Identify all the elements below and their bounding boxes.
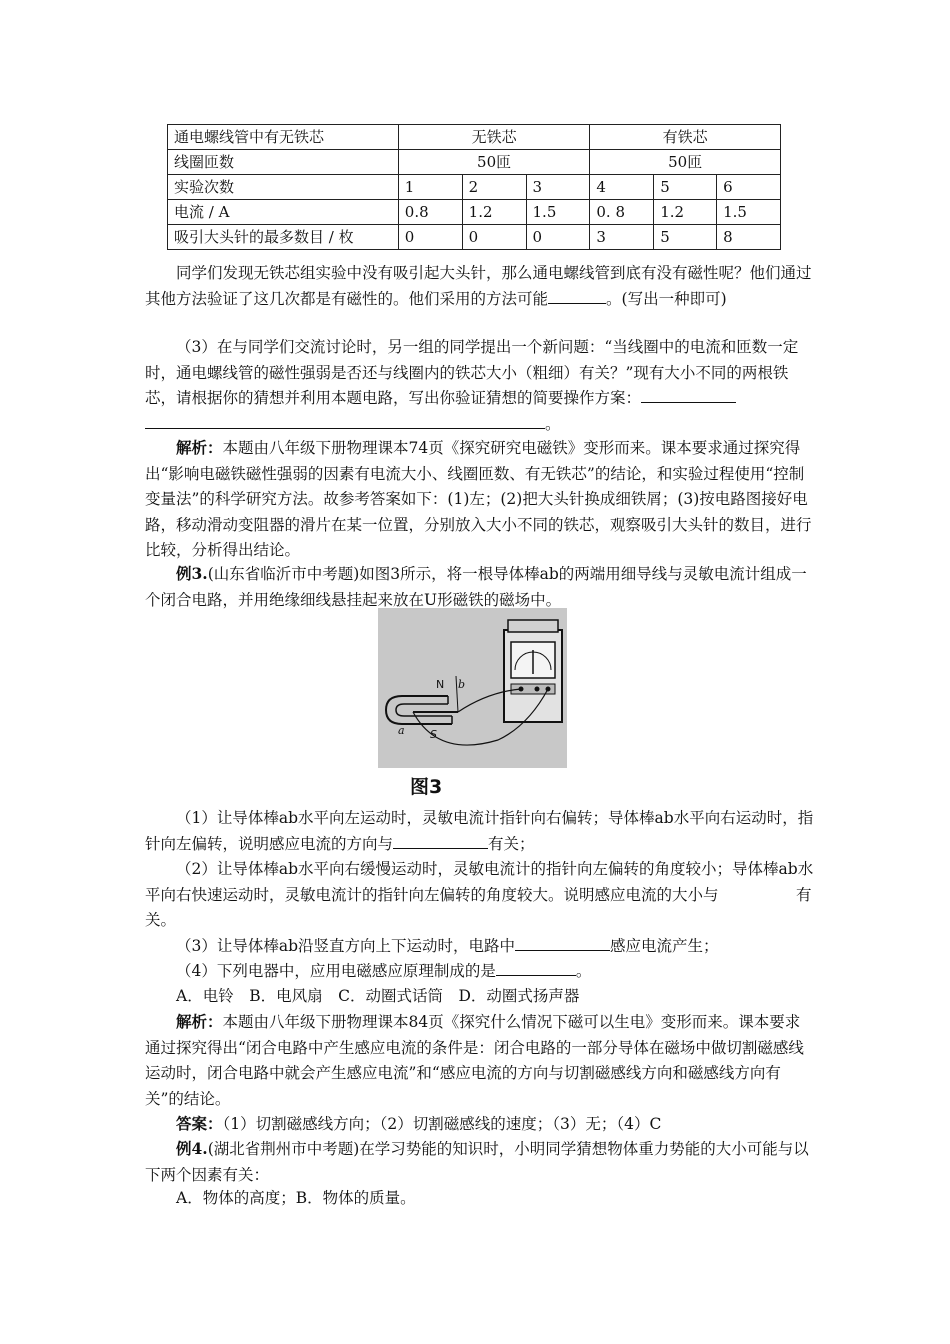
paragraph-answer bbox=[145, 1111, 815, 1138]
paragraph-text: 感应电流产生； bbox=[610, 937, 719, 955]
table-cell: 1.5 bbox=[526, 200, 590, 225]
table-cell: 2 bbox=[462, 175, 526, 200]
answer-blank bbox=[145, 412, 545, 429]
paragraph-text: （1）切割磁感线方向；（2）切割磁感线的速度；（3）无；（4）C bbox=[222, 1115, 662, 1133]
paragraph-q2 bbox=[145, 857, 815, 934]
table-cell: 8 bbox=[717, 225, 781, 250]
paragraph-text: （3）让导体棒ab沿竖直方向上下运动时，电路中 bbox=[176, 937, 516, 955]
paragraph-text: 。 bbox=[575, 962, 592, 980]
answer-blank bbox=[548, 287, 606, 304]
table-row bbox=[168, 125, 781, 150]
analysis-label: 解析： bbox=[176, 438, 223, 457]
table-cell: 线圈匝数 bbox=[168, 150, 399, 175]
paragraph-text: （1）让导体棒ab水平向左运动时，灵敏电流计指针向右偏转；导体棒ab水平向右运动时，指针向左偏转，说明感应电流的方向与 bbox=[145, 809, 814, 853]
paragraph-text: 。 bbox=[545, 414, 561, 433]
table-cell: 吸引大头针的最多数目 / 枚 bbox=[168, 225, 399, 250]
paragraph-text: (山东省临沂市中考题)如图3所示，将一根导体棒ab的两端用细导线与灵敏电流计组成一个闭合电路，并用绝缘细线悬挂起来放在U形磁铁的磁场中。 bbox=[145, 565, 807, 609]
paragraph-text: （3）在与同学们交流讨论时，另一组的同学提出一个新问题：“当线圈中的电流和匝数一定时，通电螺线管的磁性强弱是否还与线圈内的铁芯大小（粗细）有关？”现有大小不同的两根铁芯，请根据你的猜想并利用本题电路，写出你验证猜想的简要操作方案： bbox=[145, 338, 799, 407]
figure-caption: 图3 bbox=[410, 776, 443, 798]
paragraph-text: (湖北省荆州市中考题)在学习势能的知识时，小明同学猜想物体重力势能的大小可能与以下两个因素有关： bbox=[145, 1140, 809, 1184]
table-cell: 3 bbox=[526, 175, 590, 200]
paragraph-q4 bbox=[145, 959, 815, 985]
paragraph-text: （2）让导体棒ab水平向右缓慢运动时，灵敏电流计的指针向左偏转的角度较小；导体棒ab水平向右快速运动时，灵敏电流计的指针向左偏转的角度较大。说明感应电流的大小与 有关。 bbox=[145, 860, 814, 929]
answer-blank bbox=[515, 934, 610, 951]
table-row bbox=[168, 175, 781, 200]
paragraph-text: 。(写出一种即可) bbox=[606, 289, 727, 308]
table-cell: 5 bbox=[654, 225, 717, 250]
table-cell: 6 bbox=[717, 175, 781, 200]
table-row bbox=[168, 150, 781, 175]
paragraph-text: 本题由八年级下册物理课本84页《探究什么情况下磁可以生电》变形而来。课本要求通过探究得出“闭合电路中产生感应电流的条件是：闭合电路的一部分导体在磁场中做切割磁感线运动时，闭合电路中就会产生感应电流”和“感应电流的方向与切割磁感线方向和磁感线方向有关”的结论。 bbox=[145, 1013, 804, 1108]
table-cell: 通电螺线管中有无铁芯 bbox=[168, 125, 399, 150]
answer-blank bbox=[496, 959, 576, 976]
magnet-galvanometer-illustration bbox=[378, 608, 567, 768]
paragraph-q1 bbox=[145, 806, 815, 857]
paragraph-text: 同学们发现无铁芯组实验中没有吸引起大头针，那么通电螺线管到底有没有磁性呢？他们通过其他方法验证了这几次都是有磁性的。他们采用的方法可能 bbox=[145, 264, 812, 308]
table-cell: 无铁芯 bbox=[398, 125, 590, 150]
table-cell: 1 bbox=[398, 175, 462, 200]
label-south: S bbox=[430, 728, 437, 741]
paragraph-observation bbox=[145, 261, 815, 312]
galvanometer-icon bbox=[504, 620, 562, 722]
table-row bbox=[168, 200, 781, 225]
table-cell: 电流 / A bbox=[168, 200, 399, 225]
table-cell: 0 bbox=[526, 225, 590, 250]
example-label: 例3. bbox=[176, 564, 208, 583]
table-cell: 0.8 bbox=[398, 200, 462, 225]
paragraph-analysis-1 bbox=[145, 435, 815, 564]
paragraph-text: 有关； bbox=[488, 834, 535, 853]
paragraph-example-4 bbox=[145, 1136, 815, 1188]
table-cell: 1.5 bbox=[717, 200, 781, 225]
paragraph-text: （4）下列电器中，应用电磁感应原理制成的是 bbox=[176, 962, 496, 980]
table-cell: 50匝 bbox=[590, 150, 781, 175]
paragraph-example-3 bbox=[145, 561, 815, 613]
answer-label: 答案： bbox=[176, 1114, 223, 1133]
answer-blank bbox=[641, 386, 736, 403]
table-row bbox=[168, 225, 781, 250]
paragraph-question-3 bbox=[145, 335, 815, 437]
table-cell: 0 bbox=[398, 225, 462, 250]
table-cell: 0. 8 bbox=[590, 200, 654, 225]
table-cell: 0 bbox=[462, 225, 526, 250]
analysis-label: 解析： bbox=[176, 1012, 223, 1031]
paragraph-factors: A．物体的高度；B．物体的质量。 bbox=[176, 1189, 416, 1207]
example-label: 例4. bbox=[176, 1139, 208, 1158]
table-cell: 5 bbox=[654, 175, 717, 200]
label-north: N bbox=[436, 678, 445, 691]
table-cell: 50匝 bbox=[398, 150, 590, 175]
paragraph-text: 本题由八年级下册物理课本74页《探究研究电磁铁》变形而来。课本要求通过探究得出“影响电磁铁磁性强弱的因素有电流大小、线圈匝数、有无铁芯”的结论，和实验过程使用“控制变量法”的科学研究方法。故参考答案如下：(1)左；(2)把大头针换成细铁屑；(3)按电路图接好电路，移动滑动变阻器的滑片在某一位置，分别放入大小不同的铁芯，观察吸引大头针的数目，进行比较，分析得出结论。 bbox=[145, 439, 812, 559]
figure-3-image bbox=[378, 608, 567, 768]
label-b: b bbox=[458, 678, 466, 691]
table-cell: 4 bbox=[590, 175, 654, 200]
table-cell: 3 bbox=[590, 225, 654, 250]
table-cell: 1.2 bbox=[654, 200, 717, 225]
paragraph-analysis-2 bbox=[145, 1009, 815, 1112]
table-cell: 1.2 bbox=[462, 200, 526, 225]
options-line: A．电铃 B．电风扇 C．动圈式话筒 D．动圈式扬声器 bbox=[176, 987, 580, 1005]
answer-blank bbox=[393, 832, 488, 849]
label-a: a bbox=[398, 724, 405, 737]
experiment-table bbox=[167, 124, 781, 250]
paragraph-q3 bbox=[145, 934, 815, 960]
table-cell: 有铁芯 bbox=[590, 125, 781, 150]
table-cell: 实验次数 bbox=[168, 175, 399, 200]
